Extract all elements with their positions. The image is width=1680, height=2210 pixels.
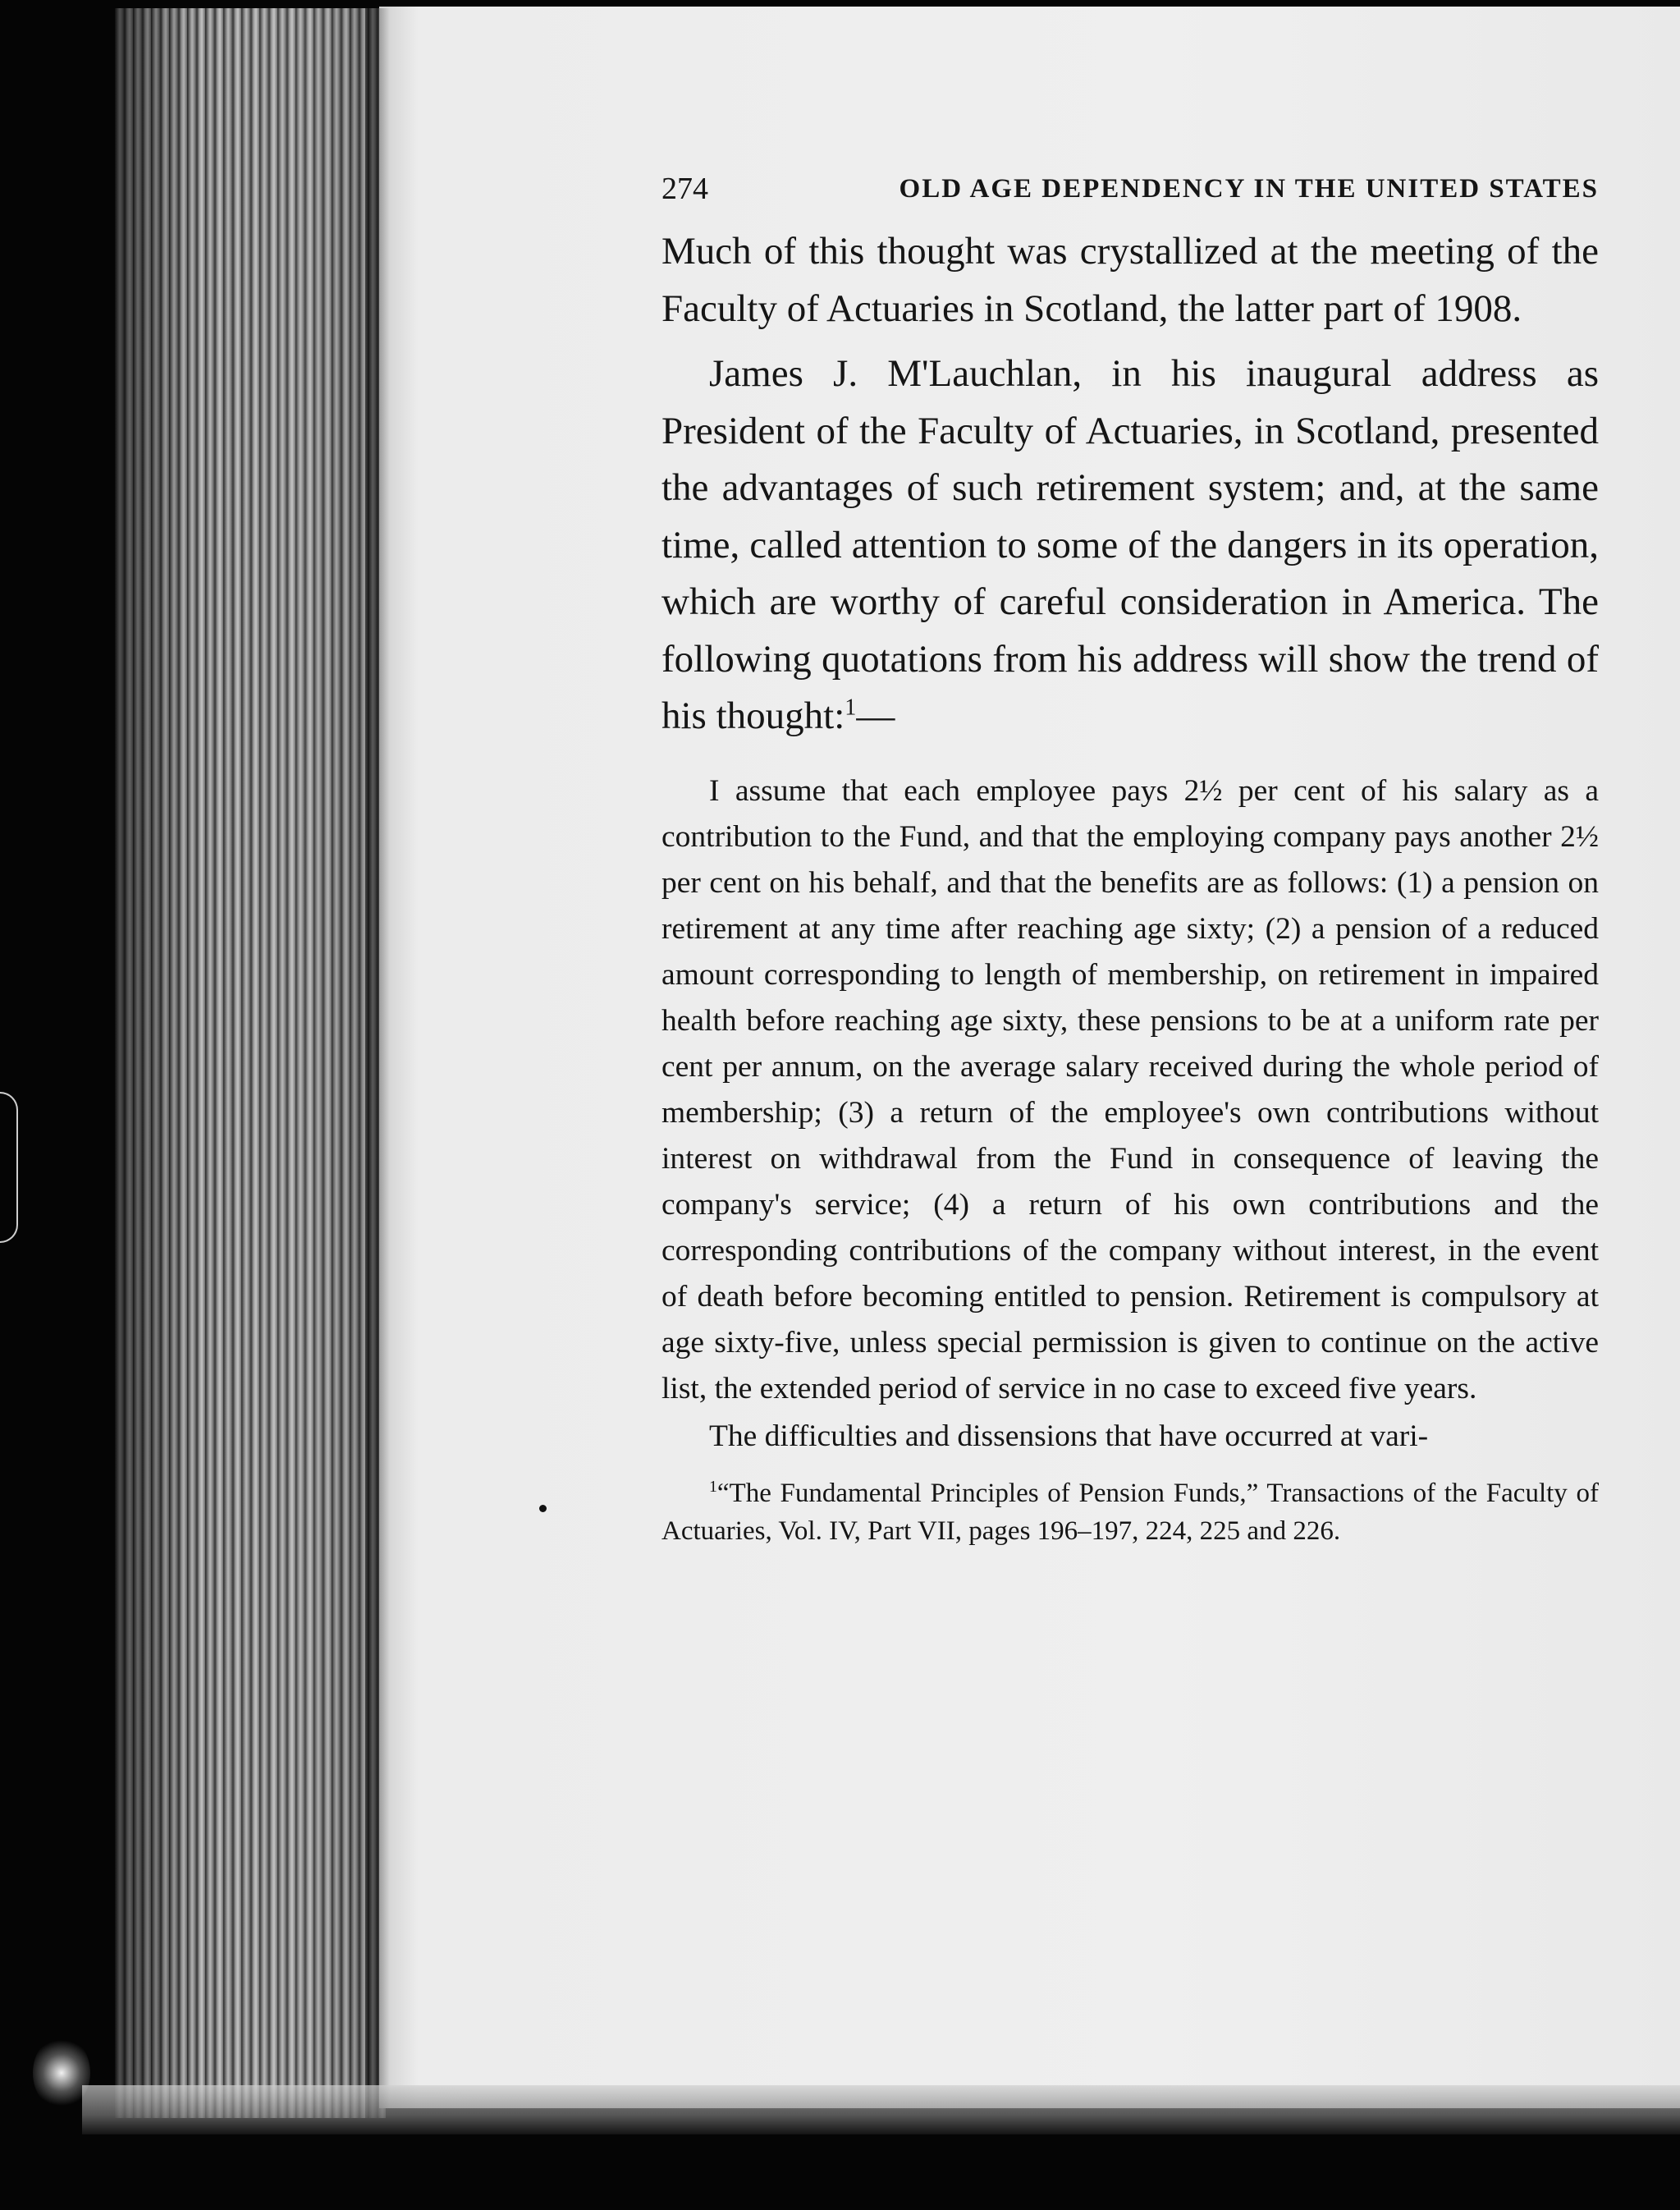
body-paragraph: Much of this thought was crystallized at the meeting of the Faculty of Actuaries in Scotland, the latter part of 1908. xyxy=(661,230,1599,330)
page-bottom-edge xyxy=(82,2085,1680,2134)
footnote-text xyxy=(661,1474,1599,1550)
body-text xyxy=(661,223,1599,745)
quotation-paragraph: The difficulties and dissensions that have occurred at vari- xyxy=(709,1419,1429,1453)
clip-mark xyxy=(0,1092,18,1243)
footnote-marker: 1 xyxy=(709,1477,717,1496)
book-page-edges xyxy=(115,8,386,2118)
light-glare xyxy=(33,2036,90,2110)
ink-speck xyxy=(539,1505,547,1512)
quotation-paragraph: I assume that each employee pays 2½ per cent of his salary as a contribution to the Fund, and that the employing company pays another 2½ per cent on his behalf, and that the benefits are as follows: (1) a pension on retirement at any time after reaching age sixty; (2) a pension of a reduced amount corresponding to length of membership, on retirement in impaired health before reaching age sixty, these pensions to be at a uniform rate per cent per annum, on the average salary received during the whole period of membership; (3) a return of the employee's own contributions without interest on withdrawal from the Fund in consequence of leaving the company's service; (4) a return of his own contributions and the corresponding contributions of the company without interest, in the event of death before becoming entitled to pension. Retirement is compulsory at age sixty-five, unless special permission is given to continue on the active list, the extended period of service in no case to exceed five years. xyxy=(661,773,1599,1405)
body-paragraph-text: James J. M'Lauchlan, in his inaugural address as President of the Faculty of Actuaries, in Scotland, presented the advantages of such retirement system; and, at the same time, called attention to some of the dangers in its operation, which are worthy of careful consideration in America. The following quotations from his address will show the trend of his thought: xyxy=(661,352,1599,737)
page-number: 274 xyxy=(661,172,708,206)
footnote-reference: 1 xyxy=(845,695,857,721)
text-block xyxy=(661,164,1599,1550)
body-paragraph xyxy=(661,346,1599,745)
running-title: OLD AGE DEPENDENCY IN THE UNITED STATES xyxy=(899,173,1599,204)
em-dash: — xyxy=(856,695,895,737)
block-quotation xyxy=(661,768,1599,1460)
footnote-body: “The Fundamental Principles of Pension Funds,” Transactions of the Faculty of Actuaries, Vol. IV, Part VII, pages 196–197, 224, 225 and 226. xyxy=(661,1478,1599,1546)
spine-shadow xyxy=(365,8,390,2118)
running-header xyxy=(661,164,1599,213)
footnote xyxy=(661,1474,1599,1550)
